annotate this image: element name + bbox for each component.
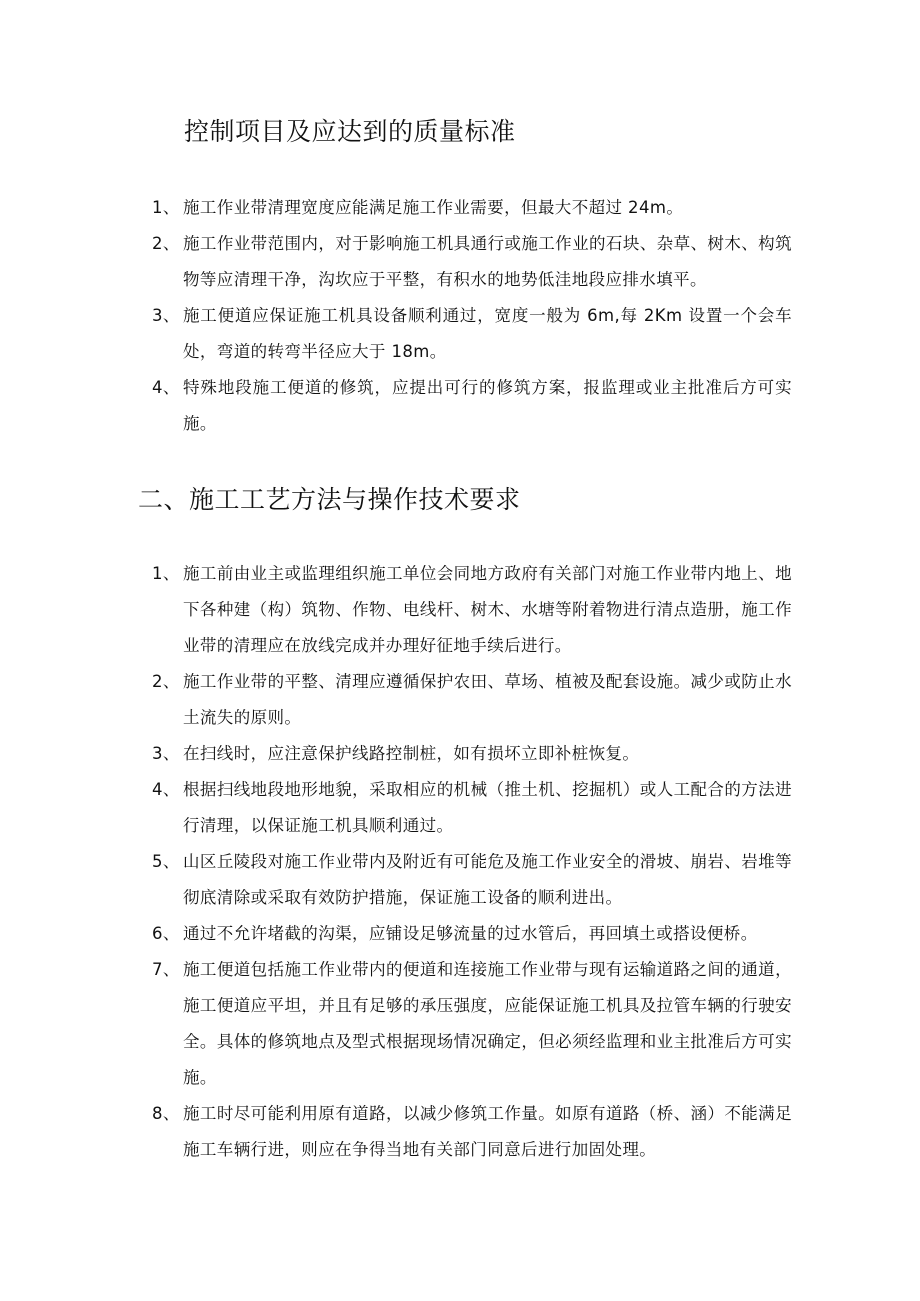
list-item xyxy=(152,772,792,844)
list-item xyxy=(152,1096,792,1168)
section-heading-quality-standards: 控制项目及应达到的质量标准 xyxy=(184,117,516,146)
item-text: 根据扫线地段地形地貌，采取相应的机械（推土机、挖掘机）或人工配合的方法进行清理，以保证施工机具顺利通过。 xyxy=(183,780,792,835)
item-text: 施工时尽可能利用原有道路，以减少修筑工作量。如原有道路（桥、涵）不能满足施工车辆行进，则应在争得当地有关部门同意后进行加固处理。 xyxy=(183,1104,792,1159)
list-item xyxy=(152,664,792,736)
item-number: 7、 xyxy=(152,960,180,979)
list-item xyxy=(152,226,792,298)
list-item xyxy=(152,916,792,952)
item-text: 山区丘陵段对施工作业带内及附近有可能危及施工作业安全的滑坡、崩岩、岩堆等彻底清除或采取有效防护措施，保证施工设备的顺利进出。 xyxy=(183,852,792,907)
item-text: 通过不允许堵截的沟渠，应铺设足够流量的过水管后，再回填土或搭设便桥。 xyxy=(183,924,758,943)
item-text: 施工便道应保证施工机具设备顺利通过，宽度一般为 6m,每 2Km 设置一个会车处，弯道的转弯半径应大于 18m。 xyxy=(183,306,792,361)
item-number: 3、 xyxy=(152,306,180,325)
item-number: 2、 xyxy=(152,234,180,253)
item-text: 施工便道包括施工作业带内的便道和连接施工作业带与现有运输道路之间的通道，施工便道应平坦，并且有足够的承压强度，应能保证施工机具及拉管车辆的行驶安全。具体的修筑地点及型式根据现场情况确定，但必须经监理和业主批准后方可实施。 xyxy=(183,960,792,1087)
list-item xyxy=(152,952,792,1096)
item-text: 施工作业带清理宽度应能满足施工作业需要，但最大不超过 24m。 xyxy=(183,198,684,217)
item-number: 2、 xyxy=(152,672,180,691)
item-number: 4、 xyxy=(152,378,180,397)
item-text: 施工作业带范围内，对于影响施工机具通行或施工作业的石块、杂草、树木、构筑物等应清理干净，沟坎应于平整，有积水的地势低洼地段应排水填平。 xyxy=(183,234,792,289)
list-item xyxy=(152,190,792,226)
item-number: 8、 xyxy=(152,1104,180,1123)
item-number: 1、 xyxy=(152,198,180,217)
item-text: 特殊地段施工便道的修筑，应提出可行的修筑方案，报监理或业主批准后方可实施。 xyxy=(183,378,792,433)
item-number: 5、 xyxy=(152,852,180,871)
list-item xyxy=(152,370,792,442)
list-item xyxy=(152,736,792,772)
list-item xyxy=(152,556,792,664)
item-number: 3、 xyxy=(152,744,180,763)
item-number: 4、 xyxy=(152,780,180,799)
quality-standards-list xyxy=(152,190,792,442)
process-methods-list xyxy=(152,556,792,1168)
item-number: 1、 xyxy=(152,564,180,583)
list-item xyxy=(152,844,792,916)
item-number: 6、 xyxy=(152,924,180,943)
item-text: 施工作业带的平整、清理应遵循保护农田、草场、植被及配套设施。减少或防止水土流失的原则。 xyxy=(183,672,792,727)
item-text: 施工前由业主或监理组织施工单位会同地方政府有关部门对施工作业带内地上、地下各种建（构）筑物、作物、电线杆、树木、水塘等附着物进行清点造册，施工作业带的清理应在放线完成并办理好征地手续后进行。 xyxy=(183,564,792,655)
item-text: 在扫线时，应注意保护线路控制桩，如有损坏立即补桩恢复。 xyxy=(183,744,640,763)
section-heading-process-methods: 二、施工工艺方法与操作技术要求 xyxy=(138,485,521,514)
list-item xyxy=(152,298,792,370)
